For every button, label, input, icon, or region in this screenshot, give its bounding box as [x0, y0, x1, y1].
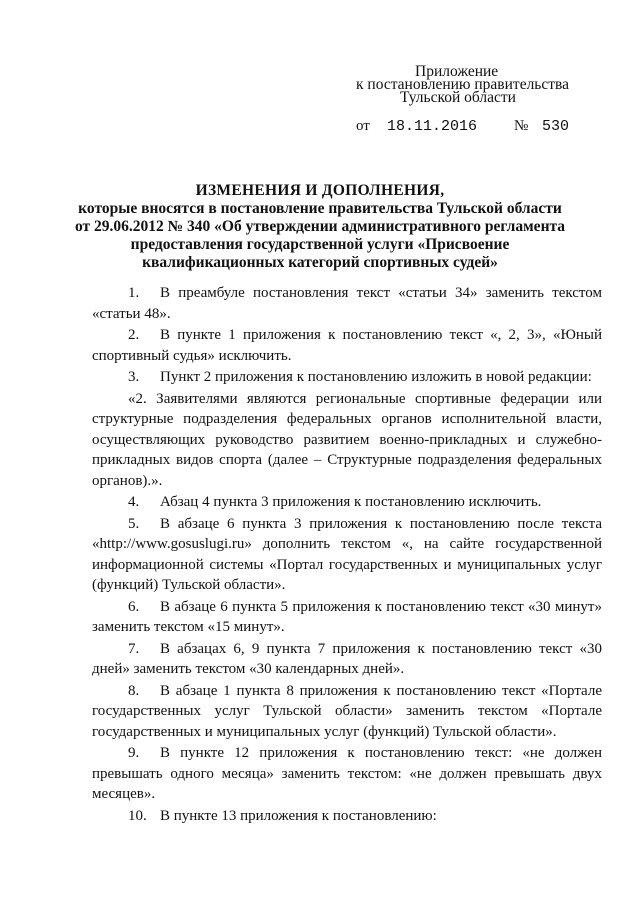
- item-text: В абзаце 6 пункта 5 приложения к постановлению текст «30 минут» заменить текстом «15 минут».: [92, 598, 602, 635]
- item-number: 8.: [128, 682, 140, 699]
- list-item: [92, 806, 602, 827]
- list-item: [92, 743, 602, 805]
- appendix-line-1: Приложение: [415, 63, 499, 80]
- item-number: 7.: [128, 640, 140, 657]
- item-number: 9.: [128, 745, 140, 761]
- document-title: [60, 182, 580, 272]
- list-item: [92, 367, 602, 388]
- number-sign: №: [514, 118, 529, 134]
- item-number: 6.: [128, 598, 140, 615]
- document-date: 18.11.2016: [387, 118, 478, 135]
- list-item: [92, 492, 602, 513]
- list-item: [92, 283, 602, 324]
- item-text: В абзаце 1 пункта 8 приложения к постановлению текст «Портале государственных услуг Тульской области» заменить текстом «Портале государственных и муниципальных услуг (функций) Тульской области».: [92, 682, 602, 740]
- item-text: В абзаце 6 пункта 3 приложения к постановлению после текста «http://www.gosuslugi.ru» дополнить текстом «, на сайте государственной информационной системы «Портал государственных и муниципальных услуг (функций) Тульской области».: [92, 515, 602, 593]
- appendix-line-2: к постановлению правительства: [356, 76, 570, 93]
- list-item: [92, 681, 602, 743]
- item-text: Абзац 4 пункта 3 приложения к постановлению исключить.: [160, 494, 542, 510]
- item-text: В преамбуле постановления текст «статьи 34» заменить текстом «статьи 48».: [92, 285, 602, 322]
- item-text: В пункте 12 приложения к постановлению текст: «не должен превышать одного месяца» заменить текстом: «не должен превышать двух месяцев».: [92, 745, 602, 802]
- title-heading: ИЗМЕНЕНИЯ И ДОПОЛНЕНИЯ,: [195, 182, 445, 199]
- item-text: В пункте 13 приложения к постановлению:: [160, 807, 437, 824]
- title-line-3: предоставления государственной услуги «Присвоение: [130, 236, 510, 253]
- date-prefix: от: [356, 118, 370, 134]
- list-item: [92, 514, 602, 596]
- document-number: 530: [542, 118, 570, 135]
- item-text: Пункт 2 приложения к постановлению изложить в новой редакции:: [160, 369, 592, 385]
- list-item: [92, 597, 602, 638]
- title-line-4: квалификационных категорий спортивных судей»: [142, 254, 498, 271]
- list-item: [92, 325, 602, 366]
- item-text: В абзацах 6, 9 пункта 7 приложения к постановлению текст «30 дней» заменить текстом «30 календарных дней».: [92, 640, 602, 677]
- item-number: 4.: [128, 494, 140, 510]
- appendix-line-3: Тульской области: [400, 89, 516, 106]
- item-number: 2.: [128, 327, 140, 343]
- item-number: 10.: [128, 807, 147, 824]
- list-item: [92, 639, 602, 680]
- amendments-list: [92, 283, 602, 827]
- item-number: 5.: [128, 515, 140, 532]
- item-text: «2. Заявителями являются региональные спортивные федерации или структурные подразделения федеральных органов исполнительной власти, осуществляющих руководство развитием военно-прикладных и служебно-прикладных видов спорта (далее – Структурные подразделения федеральных органов).».: [92, 390, 602, 489]
- title-line-1: которые вносятся в постановление правительства Тульской области: [78, 200, 562, 217]
- list-item-quote: [92, 389, 602, 492]
- title-line-2: от 29.06.2012 № 340 «Об утверждении административного регламента: [74, 218, 566, 235]
- item-number: 3.: [128, 369, 140, 385]
- item-text: В пункте 1 приложения к постановлению текст «, 2, 3», «Юный спортивный судья» исключить.: [92, 327, 602, 364]
- item-number: 1.: [128, 285, 140, 301]
